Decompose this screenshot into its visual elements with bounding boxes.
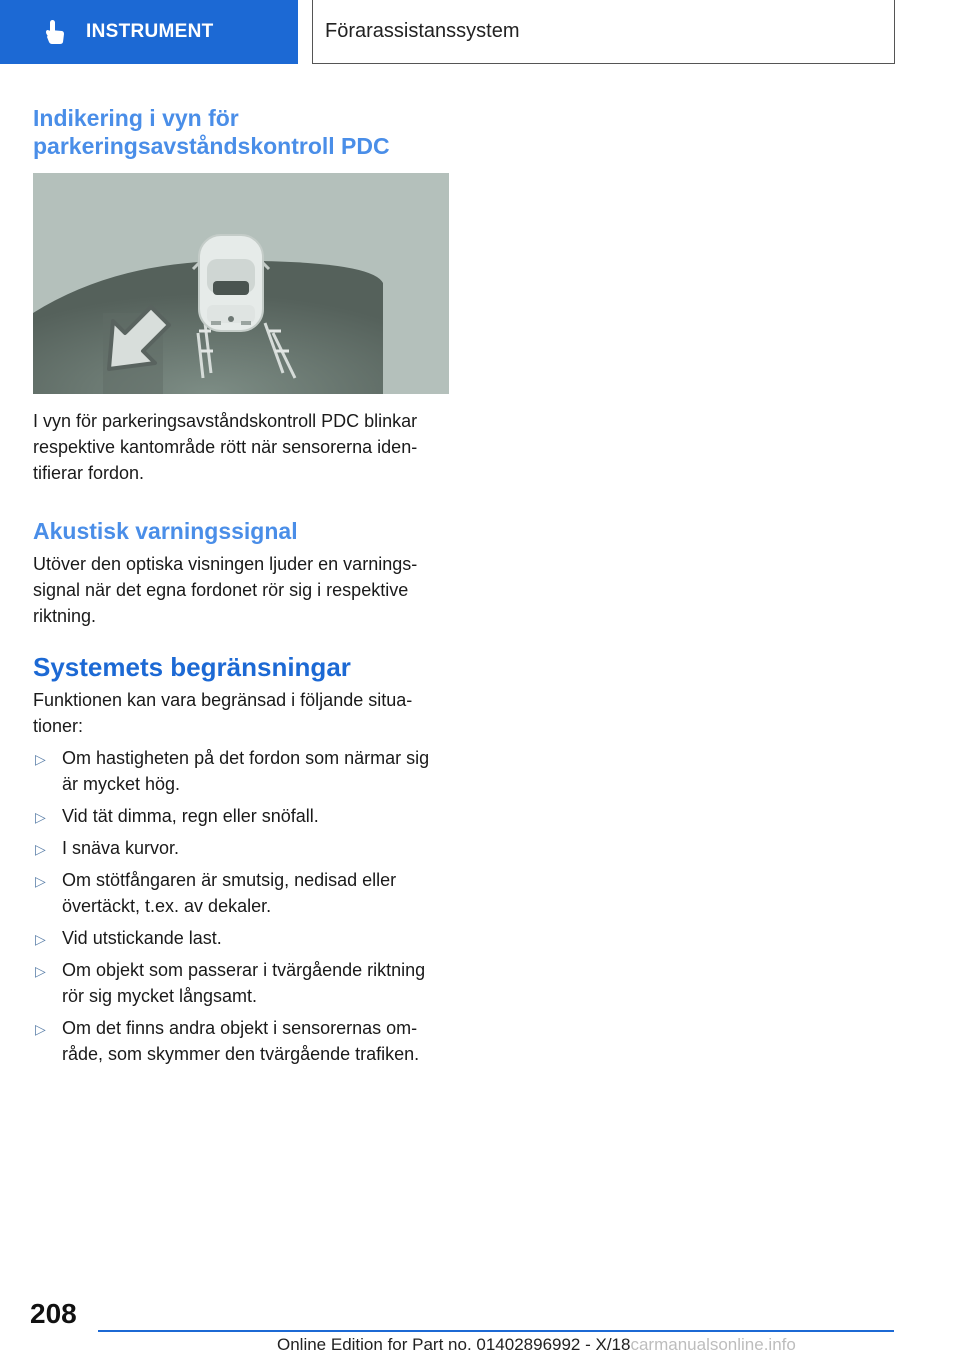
triangle-bullet-icon: ▷: [35, 1021, 46, 1037]
list-item: ▷ Vid tät dimma, regn eller snöfall.: [33, 803, 449, 829]
triangle-bullet-icon: ▷: [35, 963, 46, 979]
paragraph-pdc-indication: I vyn för parkeringsavståndskontroll PDC blinkar respektive kantområde rött när sensorerna iden‐ tifierar fordon.: [33, 411, 418, 483]
page-number: 208: [30, 1298, 77, 1329]
edition-text: Online Edition for Part no. 01402896992 - X/18: [277, 1335, 631, 1354]
paragraph-system-limits: Funktionen kan vara begränsad i följande situa‐ tioner:: [33, 690, 413, 736]
list-item: ▷ I snäva kurvor.: [33, 835, 449, 861]
heading-pdc-indication: Indikering i vyn för parkeringsavståndskontroll PDC: [33, 105, 390, 159]
heading-system-limits: Systemets begränsningar: [33, 652, 351, 682]
list-item: ▷ Om det finns andra objekt i sensorernas om‐ råde, som skymmer den tvärgående trafiken.: [35, 1018, 420, 1064]
section-tab: [0, 0, 298, 64]
footer-edition: [277, 1335, 796, 1355]
main-content: [33, 104, 449, 1067]
chapter-title: Förarassistanssystem: [325, 20, 520, 42]
watermark: carmanualsonline.info: [630, 1335, 796, 1354]
list-item: ▷ Om stötfångaren är smutsig, nedisad eller övertäckt, t.ex. av dekaler.: [35, 870, 397, 916]
section-label: INSTRUMENT: [86, 21, 214, 42]
triangle-bullet-icon: ▷: [35, 751, 46, 767]
list-item: ▷ Vid utstickande last.: [33, 925, 449, 951]
triangle-bullet-icon: ▷: [35, 841, 46, 857]
list-item: ▷ Om hastigheten på det fordon som närmar sig är mycket hög.: [35, 748, 430, 794]
chapter-header: [312, 0, 895, 64]
heading-acoustic-signal: Akustisk varningssignal: [33, 518, 298, 544]
footer-divider: [98, 1330, 894, 1332]
triangle-bullet-icon: ▷: [35, 809, 46, 825]
hand-pointer-icon: [40, 18, 68, 46]
limitations-list: [33, 745, 449, 1067]
car-icon: [193, 235, 269, 331]
triangle-bullet-icon: ▷: [35, 873, 46, 889]
pdc-view-illustration: [33, 173, 449, 394]
paragraph-acoustic-signal: Utöver den optiska visningen ljuder en varnings‐ signal när det egna fordonet rör sig i respektive riktning.: [33, 554, 418, 626]
list-item: ▷ Om objekt som passerar i tvärgående riktning rör sig mycket långsamt.: [35, 960, 426, 1006]
triangle-bullet-icon: ▷: [35, 931, 46, 947]
